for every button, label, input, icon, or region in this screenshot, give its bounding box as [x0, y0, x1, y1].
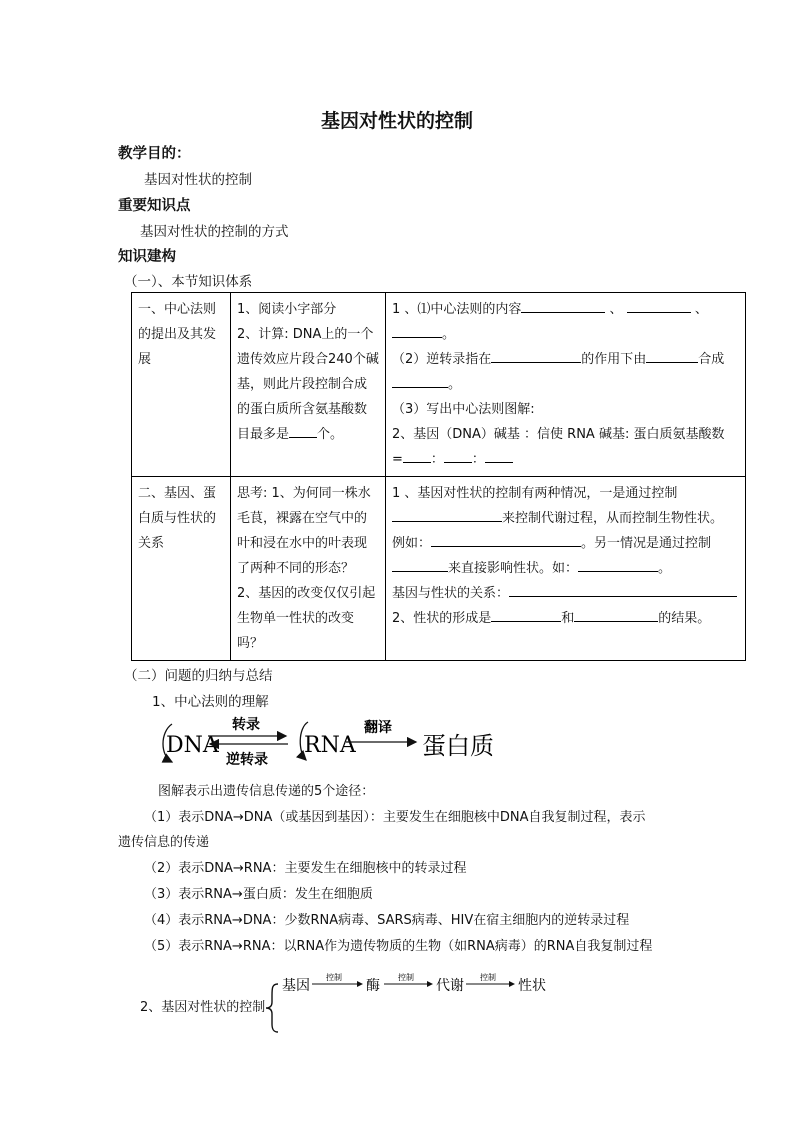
pathway-3: （3）表示RNA→蛋白质：发生在细胞质 [144, 887, 373, 902]
answer-blank[interactable] [521, 298, 605, 313]
chain-gene: 基因 [282, 978, 310, 994]
diagram-rna: RNA [304, 733, 356, 758]
row1-q2-cont: 。 [392, 372, 739, 397]
answer-blank[interactable] [491, 607, 561, 622]
chain-trait: 性状 [518, 978, 546, 994]
row1-col2-line2: 2、计算: DNA上的一个遗传效应片段合240个碱基，则此片段控制合成的蛋白质所含氨基酸数目最多是 个。 [237, 327, 379, 442]
answer-blank[interactable] [627, 298, 691, 313]
row1-col3 [386, 293, 746, 477]
page-title: 基因对性状的控制 [320, 110, 473, 132]
knowledge-table [131, 292, 746, 661]
answer-blank[interactable] [392, 373, 448, 388]
gene-control-diagram [262, 968, 562, 1044]
answer-blank[interactable] [289, 423, 317, 438]
section1-heading: （一）、本节知识体系 [124, 274, 253, 290]
diagram-dna: DNA [166, 733, 219, 758]
diagram-transcription-label: 转录 [232, 717, 260, 733]
table-row [132, 477, 746, 661]
row2-line6: 2、性状的形成是 和 的结果。 [392, 606, 739, 631]
row1-col2 [231, 293, 386, 477]
pathway-1: （1）表示DNA→DNA（或基因到基因）：主要发生在细胞核中DNA自我复制过程，表示 [144, 810, 646, 825]
row2-line3: 例如： 。另一情况是通过控制 [392, 531, 739, 556]
answer-blank[interactable] [578, 557, 658, 572]
diagram-reverse-transcription-label: 逆转录 [226, 752, 268, 768]
row2-topic: 二、基因、蛋白质与性状的关系 [132, 477, 231, 661]
row1-q3: （3）写出中心法则图解: [392, 402, 535, 417]
pathway-2: （2）表示DNA→RNA：主要发生在细胞核中的转录过程 [144, 861, 467, 876]
chain-control-1: 控制 [326, 973, 342, 982]
answer-blank[interactable] [509, 582, 737, 597]
chain-metabolism: 代谢 [436, 978, 464, 994]
row1-q2: （2）逆转录指在 的作用下由 合成 [392, 347, 739, 372]
answer-blank[interactable] [485, 448, 513, 463]
answer-blank[interactable] [392, 557, 448, 572]
objective-heading: 教学目的： [118, 146, 191, 162]
row2-line5: 基因与性状的关系： [392, 581, 739, 606]
objective-text: 基因对性状的控制 [144, 172, 252, 188]
diagram-protein: 蛋白质 [422, 732, 494, 760]
construction-heading: 知识建构 [118, 249, 176, 265]
row1-q1: 1 、⑴中心法则的内容 、 、 [392, 297, 739, 322]
section2-heading: （二）问题的归纳与总结 [124, 668, 273, 684]
row1-q1-cont: 。 [392, 322, 739, 347]
table-row [132, 293, 746, 477]
chain-control-3: 控制 [480, 973, 496, 982]
pathway-5: （5）表示RNA→RNA：以RNA作为遗传物质的生物（如RNA病毒）的RNA自我复制过程 [144, 939, 653, 954]
key-points-text: 基因对性状的控制的方式 [140, 224, 289, 240]
row1-col2-line1: 1、阅读小字部分 [237, 302, 337, 317]
row2-col3 [386, 477, 746, 661]
pathways-intro: 图解表示出遗传信息传递的5个途径： [158, 784, 375, 799]
brace-icon [266, 984, 278, 1032]
answer-blank[interactable] [431, 532, 581, 547]
gene-control-heading: 2、基因对性状的控制 [140, 1000, 266, 1015]
answer-blank[interactable] [403, 448, 431, 463]
row2-line4: 来直接影响性状。如： 。 [392, 556, 739, 581]
pathway-1-cont: 遗传信息的传递 [118, 835, 210, 850]
row1-topic: 一、中心法则的提出及其发展 [132, 293, 231, 477]
pathway-4: （4）表示RNA→DNA：少数RNA病毒、SARS病毒、HIV在宿主细胞内的逆转录过程 [144, 913, 630, 928]
key-points-heading: 重要知识点 [118, 198, 191, 214]
row2-line1: 1 、基因对性状的控制有两种情况，一是通过控制 [392, 486, 678, 501]
answer-blank[interactable] [491, 348, 581, 363]
chain-enzyme: 酶 [366, 978, 380, 994]
row2-think1: 思考: 1、为何同一株水毛茛，裸露在空气中的叶和浸在水中的叶表现了两种不同的形态？ [237, 486, 371, 576]
answer-blank[interactable] [646, 348, 698, 363]
chain-control-2: 控制 [398, 973, 414, 982]
diagram-translation-label: 翻译 [364, 720, 392, 736]
central-dogma-heading: 1、中心法则的理解 [152, 694, 269, 710]
row1-q4: 2、基因（DNA）碱基 ：信使 RNA 碱基: 蛋白质氨基酸数 [392, 427, 725, 442]
row2-col2 [231, 477, 386, 661]
answer-blank[interactable] [574, 607, 658, 622]
answer-blank[interactable] [392, 507, 502, 522]
central-dogma-diagram [158, 712, 508, 772]
answer-blank[interactable] [392, 323, 442, 338]
answer-blank[interactable] [444, 448, 472, 463]
row2-line2: 来控制代谢过程，从而控制生物性状。 [392, 506, 739, 531]
row2-think2: 2、基因的改变仅仅引起生物单一性状的改变吗？ [237, 586, 376, 651]
row1-q4-ratio: = ： ： [392, 447, 739, 472]
